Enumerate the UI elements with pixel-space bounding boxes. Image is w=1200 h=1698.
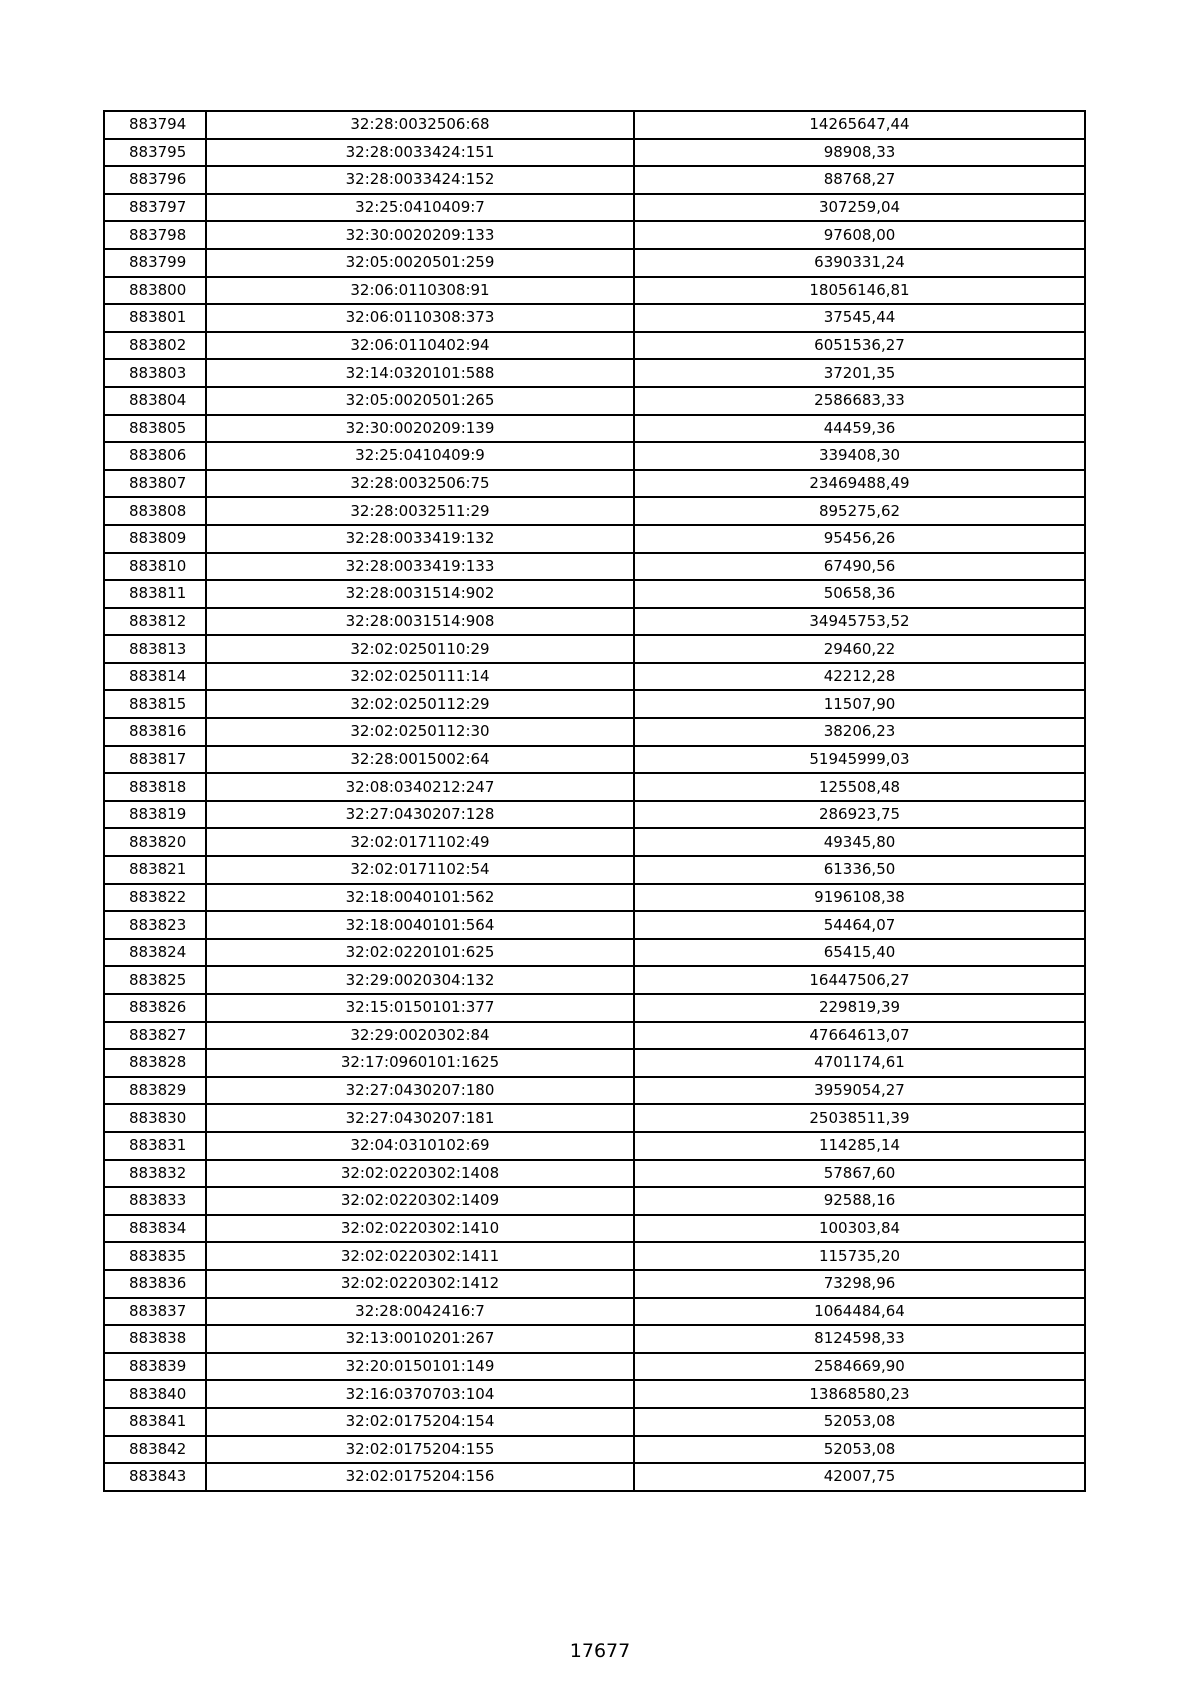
table-row: [104, 1104, 1085, 1132]
row-number-cell: 883804: [104, 387, 206, 415]
value-cell: 6051536,27: [634, 332, 1085, 360]
value-cell: 125508,48: [634, 773, 1085, 801]
table-row: [104, 415, 1085, 443]
row-number-cell: 883818: [104, 773, 206, 801]
row-number-cell: 883813: [104, 635, 206, 663]
table-row: [104, 911, 1085, 939]
value-cell: 11507,90: [634, 690, 1085, 718]
value-cell: 73298,96: [634, 1270, 1085, 1298]
table-row: [104, 1077, 1085, 1105]
value-cell: 115735,20: [634, 1242, 1085, 1270]
cadastral-number-cell: 32:28:0032506:75: [206, 470, 634, 498]
value-cell: 54464,07: [634, 911, 1085, 939]
value-cell: 61336,50: [634, 856, 1085, 884]
row-number-cell: 883839: [104, 1353, 206, 1381]
row-number-cell: 883820: [104, 828, 206, 856]
cadastral-number-cell: 32:06:0110402:94: [206, 332, 634, 360]
table-row: [104, 359, 1085, 387]
row-number-cell: 883824: [104, 939, 206, 967]
value-cell: 6390331,24: [634, 249, 1085, 277]
value-cell: 895275,62: [634, 497, 1085, 525]
cadastral-number-cell: 32:02:0220302:1409: [206, 1187, 634, 1215]
table-row: [104, 1325, 1085, 1353]
value-cell: 38206,23: [634, 718, 1085, 746]
table-row: [104, 1353, 1085, 1381]
value-cell: 13868580,23: [634, 1380, 1085, 1408]
row-number-cell: 883810: [104, 553, 206, 581]
row-number-cell: 883838: [104, 1325, 206, 1353]
value-cell: 229819,39: [634, 994, 1085, 1022]
cadastral-number-cell: 32:25:0410409:7: [206, 194, 634, 222]
value-cell: 37545,44: [634, 304, 1085, 332]
value-cell: 42007,75: [634, 1463, 1085, 1491]
cadastral-number-cell: 32:14:0320101:588: [206, 359, 634, 387]
table-row: [104, 1187, 1085, 1215]
value-cell: 3959054,27: [634, 1077, 1085, 1105]
row-number-cell: 883808: [104, 497, 206, 525]
row-number-cell: 883840: [104, 1380, 206, 1408]
value-cell: 16447506,27: [634, 966, 1085, 994]
table-row: [104, 1215, 1085, 1243]
cadastral-number-cell: 32:05:0020501:265: [206, 387, 634, 415]
table-row: [104, 442, 1085, 470]
value-cell: 100303,84: [634, 1215, 1085, 1243]
cadastral-number-cell: 32:28:0033424:151: [206, 139, 634, 167]
cadastral-number-cell: 32:28:0033424:152: [206, 166, 634, 194]
value-cell: 98908,33: [634, 139, 1085, 167]
table-row: [104, 1298, 1085, 1326]
value-cell: 88768,27: [634, 166, 1085, 194]
row-number-cell: 883814: [104, 663, 206, 691]
value-cell: 29460,22: [634, 635, 1085, 663]
row-number-cell: 883821: [104, 856, 206, 884]
value-cell: 92588,16: [634, 1187, 1085, 1215]
row-number-cell: 883815: [104, 690, 206, 718]
cadastral-number-cell: 32:02:0175204:155: [206, 1436, 634, 1464]
row-number-cell: 883842: [104, 1436, 206, 1464]
table-row: [104, 1463, 1085, 1491]
value-cell: 18056146,81: [634, 277, 1085, 305]
value-cell: 307259,04: [634, 194, 1085, 222]
cadastral-number-cell: 32:15:0150101:377: [206, 994, 634, 1022]
value-cell: 286923,75: [634, 801, 1085, 829]
cadastral-number-cell: 32:30:0020209:139: [206, 415, 634, 443]
table-row: [104, 994, 1085, 1022]
cadastral-number-cell: 32:27:0430207:181: [206, 1104, 634, 1132]
cadastral-number-cell: 32:05:0020501:259: [206, 249, 634, 277]
value-cell: 4701174,61: [634, 1049, 1085, 1077]
row-number-cell: 883795: [104, 139, 206, 167]
table-row: [104, 194, 1085, 222]
row-number-cell: 883798: [104, 221, 206, 249]
cadastral-number-cell: 32:16:0370703:104: [206, 1380, 634, 1408]
value-cell: 14265647,44: [634, 111, 1085, 139]
cadastral-number-cell: 32:28:0032511:29: [206, 497, 634, 525]
value-cell: 2586683,33: [634, 387, 1085, 415]
value-cell: 23469488,49: [634, 470, 1085, 498]
cadastral-number-cell: 32:02:0220101:625: [206, 939, 634, 967]
cadastral-number-cell: 32:18:0040101:562: [206, 884, 634, 912]
value-cell: 114285,14: [634, 1132, 1085, 1160]
cadastral-number-cell: 32:28:0032506:68: [206, 111, 634, 139]
table-row: [104, 746, 1085, 774]
value-cell: 2584669,90: [634, 1353, 1085, 1381]
table-row: [104, 1436, 1085, 1464]
table-row: [104, 1160, 1085, 1188]
row-number-cell: 883822: [104, 884, 206, 912]
row-number-cell: 883834: [104, 1215, 206, 1243]
value-cell: 95456,26: [634, 525, 1085, 553]
value-cell: 52053,08: [634, 1436, 1085, 1464]
table-row: [104, 304, 1085, 332]
value-cell: 51945999,03: [634, 746, 1085, 774]
row-number-cell: 883799: [104, 249, 206, 277]
table-row: [104, 497, 1085, 525]
cadastral-number-cell: 32:28:0033419:132: [206, 525, 634, 553]
row-number-cell: 883794: [104, 111, 206, 139]
value-cell: 50658,36: [634, 580, 1085, 608]
value-cell: 25038511,39: [634, 1104, 1085, 1132]
table-row: [104, 139, 1085, 167]
value-cell: 47664613,07: [634, 1022, 1085, 1050]
row-number-cell: 883836: [104, 1270, 206, 1298]
cadastral-number-cell: 32:13:0010201:267: [206, 1325, 634, 1353]
cadastral-number-cell: 32:17:0960101:1625: [206, 1049, 634, 1077]
cadastral-number-cell: 32:02:0175204:156: [206, 1463, 634, 1491]
table-row: [104, 801, 1085, 829]
table-row: [104, 663, 1085, 691]
cadastral-number-cell: 32:02:0220302:1412: [206, 1270, 634, 1298]
table-row: [104, 966, 1085, 994]
table-row: [104, 608, 1085, 636]
cadastral-number-cell: 32:06:0110308:373: [206, 304, 634, 332]
table-row: [104, 111, 1085, 139]
row-number-cell: 883833: [104, 1187, 206, 1215]
row-number-cell: 883831: [104, 1132, 206, 1160]
row-number-cell: 883841: [104, 1408, 206, 1436]
cadastral-number-cell: 32:06:0110308:91: [206, 277, 634, 305]
table-row: [104, 1408, 1085, 1436]
table-row: [104, 1049, 1085, 1077]
table-row: [104, 856, 1085, 884]
cadastral-number-cell: 32:30:0020209:133: [206, 221, 634, 249]
row-number-cell: 883796: [104, 166, 206, 194]
table-row: [104, 166, 1085, 194]
table-row: [104, 580, 1085, 608]
row-number-cell: 883837: [104, 1298, 206, 1326]
table-row: [104, 332, 1085, 360]
value-cell: 67490,56: [634, 553, 1085, 581]
cadastral-number-cell: 32:02:0175204:154: [206, 1408, 634, 1436]
cadastral-number-cell: 32:27:0430207:128: [206, 801, 634, 829]
cadastral-number-cell: 32:02:0250112:30: [206, 718, 634, 746]
cadastral-number-cell: 32:27:0430207:180: [206, 1077, 634, 1105]
cadastral-number-cell: 32:02:0250110:29: [206, 635, 634, 663]
cadastral-number-cell: 32:18:0040101:564: [206, 911, 634, 939]
row-number-cell: 883823: [104, 911, 206, 939]
table-body: [104, 111, 1085, 1491]
page-number: 17677: [569, 1640, 631, 1662]
table-row: [104, 277, 1085, 305]
value-cell: 8124598,33: [634, 1325, 1085, 1353]
table-row: [104, 1132, 1085, 1160]
row-number-cell: 883835: [104, 1242, 206, 1270]
row-number-cell: 883830: [104, 1104, 206, 1132]
cadastral-number-cell: 32:02:0220302:1410: [206, 1215, 634, 1243]
cadastral-number-cell: 32:28:0031514:908: [206, 608, 634, 636]
row-number-cell: 883827: [104, 1022, 206, 1050]
row-number-cell: 883809: [104, 525, 206, 553]
cadastral-number-cell: 32:02:0171102:49: [206, 828, 634, 856]
row-number-cell: 883843: [104, 1463, 206, 1491]
cadastral-number-cell: 32:02:0250112:29: [206, 690, 634, 718]
value-cell: 9196108,38: [634, 884, 1085, 912]
row-number-cell: 883797: [104, 194, 206, 222]
table-row: [104, 939, 1085, 967]
table-row: [104, 221, 1085, 249]
cadastral-number-cell: 32:28:0031514:902: [206, 580, 634, 608]
table-row: [104, 553, 1085, 581]
cadastral-number-cell: 32:25:0410409:9: [206, 442, 634, 470]
data-table: [103, 110, 1086, 1492]
row-number-cell: 883811: [104, 580, 206, 608]
value-cell: 37201,35: [634, 359, 1085, 387]
row-number-cell: 883826: [104, 994, 206, 1022]
value-cell: 52053,08: [634, 1408, 1085, 1436]
cadastral-number-cell: 32:28:0033419:133: [206, 553, 634, 581]
value-cell: 49345,80: [634, 828, 1085, 856]
row-number-cell: 883806: [104, 442, 206, 470]
cadastral-number-cell: 32:29:0020302:84: [206, 1022, 634, 1050]
cadastral-number-cell: 32:02:0220302:1408: [206, 1160, 634, 1188]
row-number-cell: 883817: [104, 746, 206, 774]
cadastral-number-cell: 32:28:0042416:7: [206, 1298, 634, 1326]
value-cell: 1064484,64: [634, 1298, 1085, 1326]
value-cell: 42212,28: [634, 663, 1085, 691]
table-row: [104, 884, 1085, 912]
table-row: [104, 1242, 1085, 1270]
value-cell: 339408,30: [634, 442, 1085, 470]
table-row: [104, 1270, 1085, 1298]
row-number-cell: 883801: [104, 304, 206, 332]
value-cell: 97608,00: [634, 221, 1085, 249]
cadastral-number-cell: 32:02:0220302:1411: [206, 1242, 634, 1270]
cadastral-number-cell: 32:04:0310102:69: [206, 1132, 634, 1160]
cadastral-number-cell: 32:02:0171102:54: [206, 856, 634, 884]
row-number-cell: 883825: [104, 966, 206, 994]
row-number-cell: 883812: [104, 608, 206, 636]
table-row: [104, 525, 1085, 553]
table-row: [104, 249, 1085, 277]
value-cell: 57867,60: [634, 1160, 1085, 1188]
table-row: [104, 690, 1085, 718]
cadastral-number-cell: 32:28:0015002:64: [206, 746, 634, 774]
cadastral-number-cell: 32:08:0340212:247: [206, 773, 634, 801]
row-number-cell: 883805: [104, 415, 206, 443]
value-cell: 34945753,52: [634, 608, 1085, 636]
table-row: [104, 635, 1085, 663]
row-number-cell: 883828: [104, 1049, 206, 1077]
row-number-cell: 883803: [104, 359, 206, 387]
table-row: [104, 1380, 1085, 1408]
cadastral-number-cell: 32:29:0020304:132: [206, 966, 634, 994]
row-number-cell: 883807: [104, 470, 206, 498]
table-row: [104, 828, 1085, 856]
row-number-cell: 883832: [104, 1160, 206, 1188]
table-row: [104, 387, 1085, 415]
table-row: [104, 1022, 1085, 1050]
row-number-cell: 883802: [104, 332, 206, 360]
table-row: [104, 718, 1085, 746]
value-cell: 44459,36: [634, 415, 1085, 443]
row-number-cell: 883816: [104, 718, 206, 746]
row-number-cell: 883819: [104, 801, 206, 829]
table-row: [104, 773, 1085, 801]
cadastral-number-cell: 32:20:0150101:149: [206, 1353, 634, 1381]
value-cell: 65415,40: [634, 939, 1085, 967]
cadastral-number-cell: 32:02:0250111:14: [206, 663, 634, 691]
row-number-cell: 883800: [104, 277, 206, 305]
table-row: [104, 470, 1085, 498]
row-number-cell: 883829: [104, 1077, 206, 1105]
